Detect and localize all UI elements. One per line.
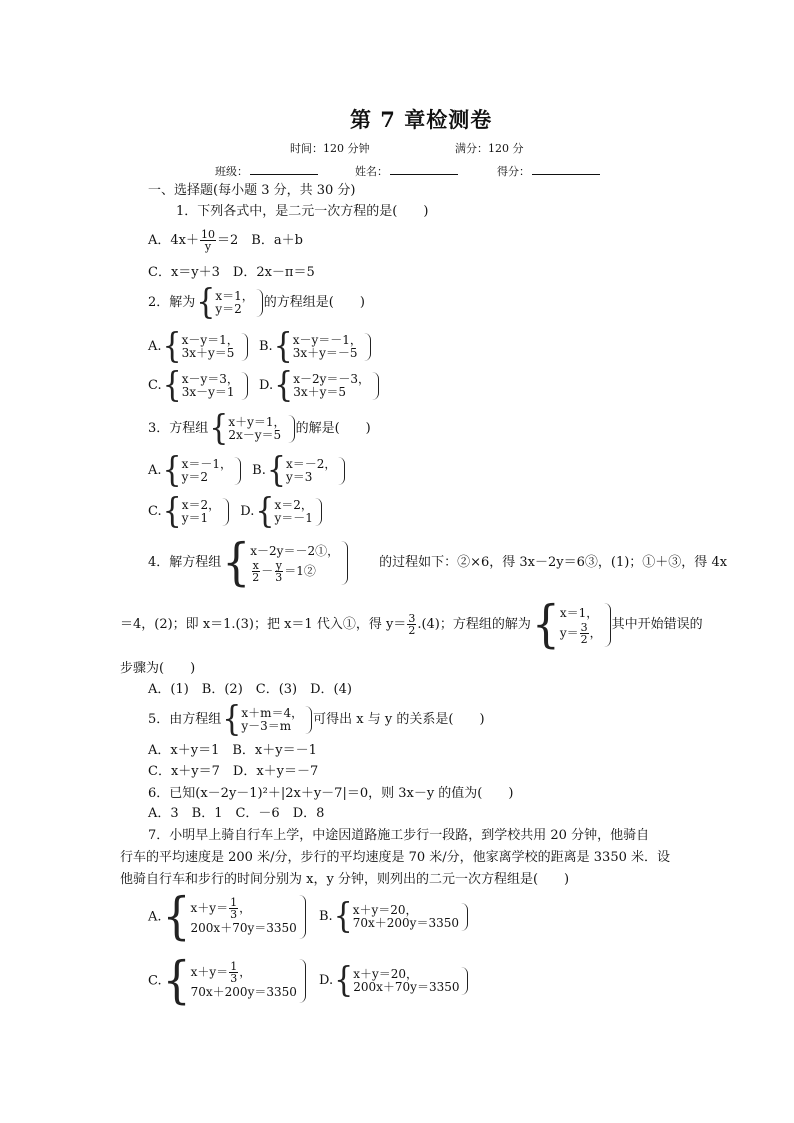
equation-system: { x＋y＝20， 200x＋70y＝3350 [334,967,468,995]
q2-options-cd: C. { x－y＝3， 3x－y＝1 D. { x－2y＝－3， 3x＋y＝5 [148,371,380,401]
got-field [497,162,600,181]
class-field [215,162,318,181]
q4-line2: ＝4，(2)；即 x＝1.(3)；把 x＝1 代入①，得 y＝ $\frac{3}{2}$ .(4)；方程组的解为 { x＝1， y＝ $\frac{3}{2}$ ， 其中开始错误的 [120,594,703,654]
score-info: 满分：120 分 [455,142,524,155]
equation-system: { x－y＝－1， 3x＋y＝－5 [274,333,371,361]
class-label: 班级： [215,165,248,178]
fraction: $\frac{x}{2}$ [252,558,260,584]
q7-line3: 他骑自行车和步行的时间分别为 x，y 分钟，则列出的二元一次方程组是( ) [120,872,570,887]
got-label: 得分： [497,165,530,178]
q6-options: A．3 B．1 C．－6 D．8 [148,806,325,821]
fraction: $\frac{1}{3}$ [230,896,238,921]
fraction: $\frac{3}{2}$ [408,612,416,637]
equation-system: { x＝2， y＝－1 [255,498,322,526]
q5-stem: 5．由方程组 { x＋m＝4， y－3＝m 可得出 x 与 y 的关系是( ) [148,698,485,740]
q5-options-ab: A．x＋y＝1 B．x＋y＝－1 [148,743,317,758]
q7-line2: 行车的平均速度是 200 米/分，步行的平均速度是 70 米/分，他家离学校的距离是 3350 米．设 [120,850,670,865]
q1-options-ab: A．4x＋ $\frac{10}{y}$ ＝2 B．a＋b [148,228,303,253]
q4-options: A．(1) B．(2) C．(3) D．(4) [148,682,352,697]
name-blank [390,162,458,175]
equation-system: { x＋m＝4， y－3＝m [222,706,312,734]
fraction: $\frac{3}{2}$ [580,620,588,646]
equation-system: { x＝1， y＝2 [196,289,263,317]
equation-system: { x＋y＝1， 2x－y＝5 [209,415,294,443]
q1-options-cd: C．x＝y＋3 D．2x－π＝5 [148,265,315,280]
equation-system: { x＝2， y＝1 [163,498,230,526]
equation-system: { x－2y＝－2①， $\frac{x}{2}$ － $\frac{y}{3}$ ＝1② [222,541,348,585]
fraction: $\frac{y}{3}$ [275,558,283,584]
q4-line3: 步骤为( ) [120,661,196,676]
q2-stem: 2．解为 { x＝1， y＝2 的方程组是( ) [148,281,365,323]
q5-options-cd: C．x＋y＝7 D．x＋y＝－7 [148,764,319,779]
section-heading: 一、选择题(每小题 3 分，共 30 分) [148,183,356,198]
q7-options-cd: C. { x＋y＝ $\frac{1}{3}$ ， 70x＋200y＝3350 D. { x＋y＝20， 200x＋70y＝3350 [148,956,469,1007]
equation-system: { x＋y＝ $\frac{1}{3}$ ， 200x＋70y＝3350 [163,895,306,939]
name-label: 姓名： [355,165,388,178]
equation-system: { x＝－2， y＝3 [267,457,346,485]
class-blank [250,162,318,175]
equation-system: { x－2y＝－3， 3x＋y＝5 [274,372,379,400]
equation-system: { x－y＝1， 3x＋y＝5 [163,333,248,361]
equation-system: { x＝1， y＝ $\frac{3}{2}$ ， [532,603,611,647]
equation-system: { x＋y＝20， 70x＋200y＝3350 [334,903,468,931]
fraction: $\frac{1}{3}$ [230,960,238,985]
page-title: 第 7 章检测卷 [350,107,493,132]
time-info: 时间：120 分钟 [290,142,370,155]
q3-options-cd: C. { x＝2， y＝1 D. { x＝2， y＝－1 [148,497,323,527]
name-field [355,162,458,181]
q1-stem: 1．下列各式中，是二元一次方程的是( ) [176,204,429,219]
q4-line1: 4．解方程组 { x－2y＝－2①， $\frac{x}{2}$ － $\frac{y}{3}$ ＝1② 的过程如下：②×6，得 3x－2y＝6③，(1)；①＋③，得 4x [148,532,728,592]
equation-system: { x＝－1， y＝2 [163,457,242,485]
fraction: $\frac{10}{y}$ [201,228,215,253]
q7-options-ab: A. { x＋y＝ $\frac{1}{3}$ ， 200x＋70y＝3350 B. { x＋y＝20， 70x＋200y＝3350 [148,892,469,943]
equation-system: { x－y＝3， 3x－y＝1 [163,372,248,400]
equation-system: { x＋y＝ $\frac{1}{3}$ ， 70x＋200y＝3350 [163,959,306,1003]
got-blank [532,162,600,175]
q3-stem: 3．方程组 { x＋y＝1， 2x－y＝5 的解是( ) [148,407,371,449]
q6-stem: 6．已知(x－2y－1)²＋|2x＋y－7|＝0，则 3x－y 的值为( ) [148,786,514,801]
q3-options-ab: A. { x＝－1， y＝2 B. { x＝－2， y＝3 [148,456,346,486]
q7-line1: 7．小明早上骑自行车上学，中途因道路施工步行一段路，到学校共用 20 分钟，他骑自 [148,828,650,843]
q2-options-ab: A. { x－y＝1， 3x＋y＝5 B. { x－y＝－1， 3x＋y＝－5 [148,332,372,362]
